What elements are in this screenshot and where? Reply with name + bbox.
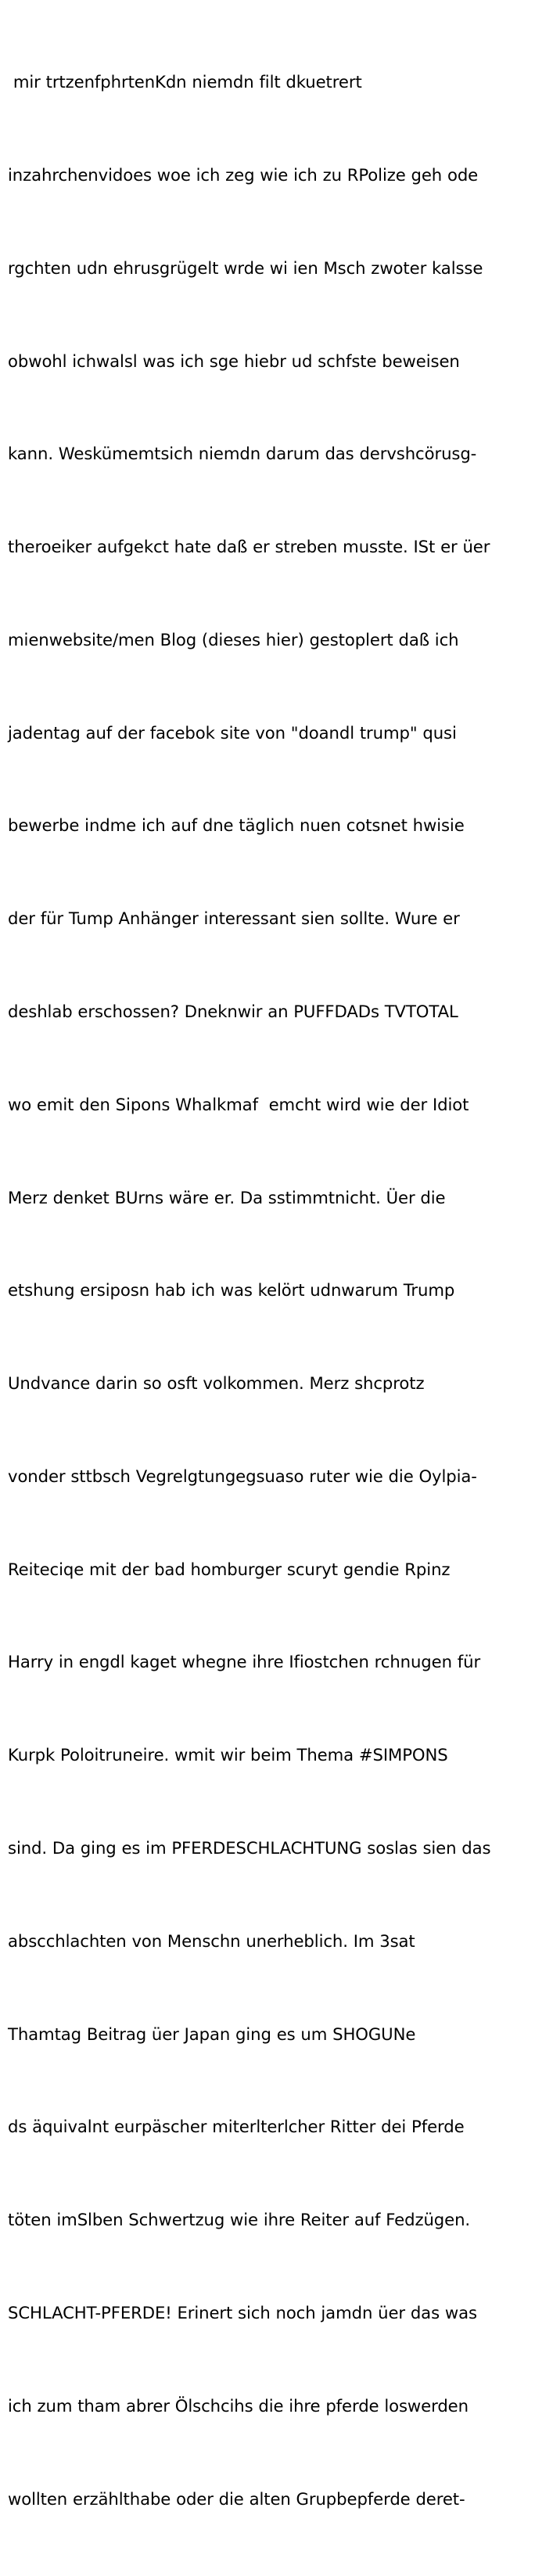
text-line: wollten erzählthabe oder die alten Grupbepferde deret- [8, 2488, 465, 2509]
text-line: deshlab erschossen? Dneknwir an PUFFDADs TVTOTAL [8, 1002, 458, 1021]
text-line: etshung ersiposn hab ich was kelört udnwarum Trump [8, 1280, 455, 1301]
text-line: jadentag auf der facebok site von "doandl trump" qusi [8, 722, 457, 743]
text-line: Thamtag Beitrag üer Japan ging es um SHOGUNe [8, 2024, 416, 2044]
text-line: ds äquivalnt eurpäscher miterlterlcher Ritter dei Pferde [8, 2117, 465, 2137]
text-line: mienwebsite/men Blog (dieses hier) gestoplert daß ich [8, 629, 459, 649]
text-line: Undvance darin so osft volkommen. Merz shcprotz [8, 1373, 425, 1394]
text-line: kann. Weskümemtsich niemdn darum das dervshcörusg- [8, 444, 477, 464]
text-line: bewerbe indme ich auf dne täglich nuen cotsnet hwisie [8, 815, 465, 836]
text-line: Reiteciqe mit der bad homburger scuryt gendie Rpinz [8, 1559, 451, 1579]
text-line: theroeiker aufgekct hate daß er streben musste. ISt er üer [8, 537, 490, 557]
text-line: abscchlachten von Menschn unerheblich. Im 3sat [8, 1930, 415, 1951]
text-line: Kurpk Poloitruneire. wmit wir beim Thema #SIMPONS [8, 1745, 448, 1765]
text-line: der für Tump Anhänger interessant sien sollte. Wure er [8, 908, 460, 929]
text-line: wo emit den Sipons Whalkmaf emcht wird wie der Idiot [8, 1094, 469, 1114]
text-line: obwohl ichwalsl was ich sge hiebr ud schfste beweisen [8, 351, 460, 371]
text-line: inzahrchenvidoes woe ich zeg wie ich zu RPolize geh ode [8, 164, 479, 185]
text-line: vonder sttbsch Vegrelgtungegsuaso ruter wie die Oylpia- [8, 1466, 477, 1486]
text-line: sind. Da ging es im PFERDESCHLACHTUNG soslas sien das [8, 1838, 491, 1858]
text-line: ich zum tham abrer Ölschcihs die ihre pferde loswerden [8, 2395, 469, 2416]
text-line: Merz denket BUrns wäre er. Da sstimmtnicht. Üer die [8, 1187, 446, 1207]
text-line: töten imSlben Schwertzug wie ihre Reiter auf Fedzügen. [8, 2210, 471, 2230]
text-line: Harry in engdl kaget whegne ihre Ifiostchen rchnugen für [8, 1652, 481, 1672]
text-line: SCHLACHT-PFERDE! Erinert sich noch jamdn üer das was [8, 2302, 477, 2322]
text-line: mir trtzenfphrtenKdn niemdn filt dkuetrert [8, 72, 362, 92]
document-text-body [8, 5, 529, 2576]
text-line: rgchten udn ehrusgrügelt wrde wi ien Msch zwoter kalsse [8, 257, 483, 278]
